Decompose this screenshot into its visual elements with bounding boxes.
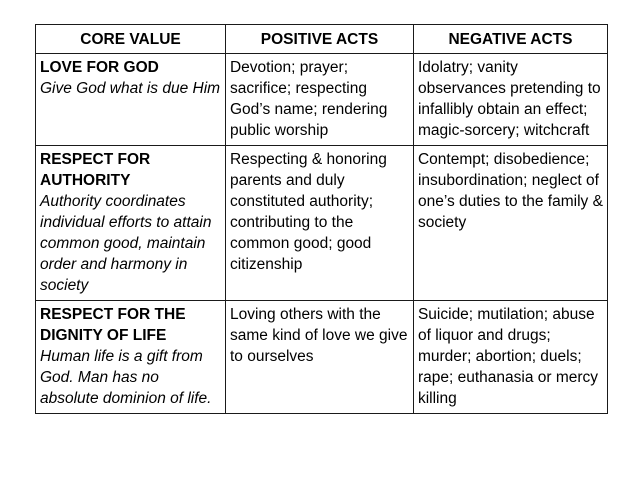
core-value-cell (36, 54, 226, 146)
negative-acts-cell: Idolatry; vanity observances pretending to infallibly obtain an effect; magic-sorcery; witchcraft (413, 54, 607, 146)
header-positive-acts: POSITIVE ACTS (225, 25, 413, 54)
header-row (36, 25, 608, 54)
header-negative-acts: NEGATIVE ACTS (413, 25, 607, 54)
core-value-title: RESPECT FOR AUTHORITY (40, 151, 151, 189)
positive-acts-cell: Devotion; prayer; sacrifice; respecting God’s name; rendering public worship (225, 54, 413, 146)
table-row (36, 301, 608, 414)
core-value-title: LOVE FOR GOD (40, 59, 159, 76)
core-value-description: Authority coordinates individual efforts to attain common good, maintain order and harmony in society (40, 193, 212, 294)
table-row (36, 146, 608, 301)
core-values-table (35, 24, 608, 414)
table-row (36, 54, 608, 146)
core-value-description: Human life is a gift from God. Man has no absolute dominion of life. (40, 348, 212, 407)
header-core-value: CORE VALUE (36, 25, 226, 54)
core-value-cell (36, 301, 226, 414)
negative-acts-cell: Suicide; mutilation; abuse of liquor and drugs; murder; abortion; duels; rape; euthanasia or mercy killing (413, 301, 607, 414)
negative-acts-cell: Contempt; disobedience; insubordination; neglect of one’s duties to the family & society (413, 146, 607, 301)
core-value-description: Give God what is due Him (40, 80, 221, 97)
core-value-title: RESPECT FOR THE DIGNITY OF LIFE (40, 306, 186, 344)
core-value-cell (36, 146, 226, 301)
positive-acts-cell: Loving others with the same kind of love we give to ourselves (225, 301, 413, 414)
positive-acts-cell: Respecting & honoring parents and duly constituted authority; contributing to the common good; good citizenship (225, 146, 413, 301)
